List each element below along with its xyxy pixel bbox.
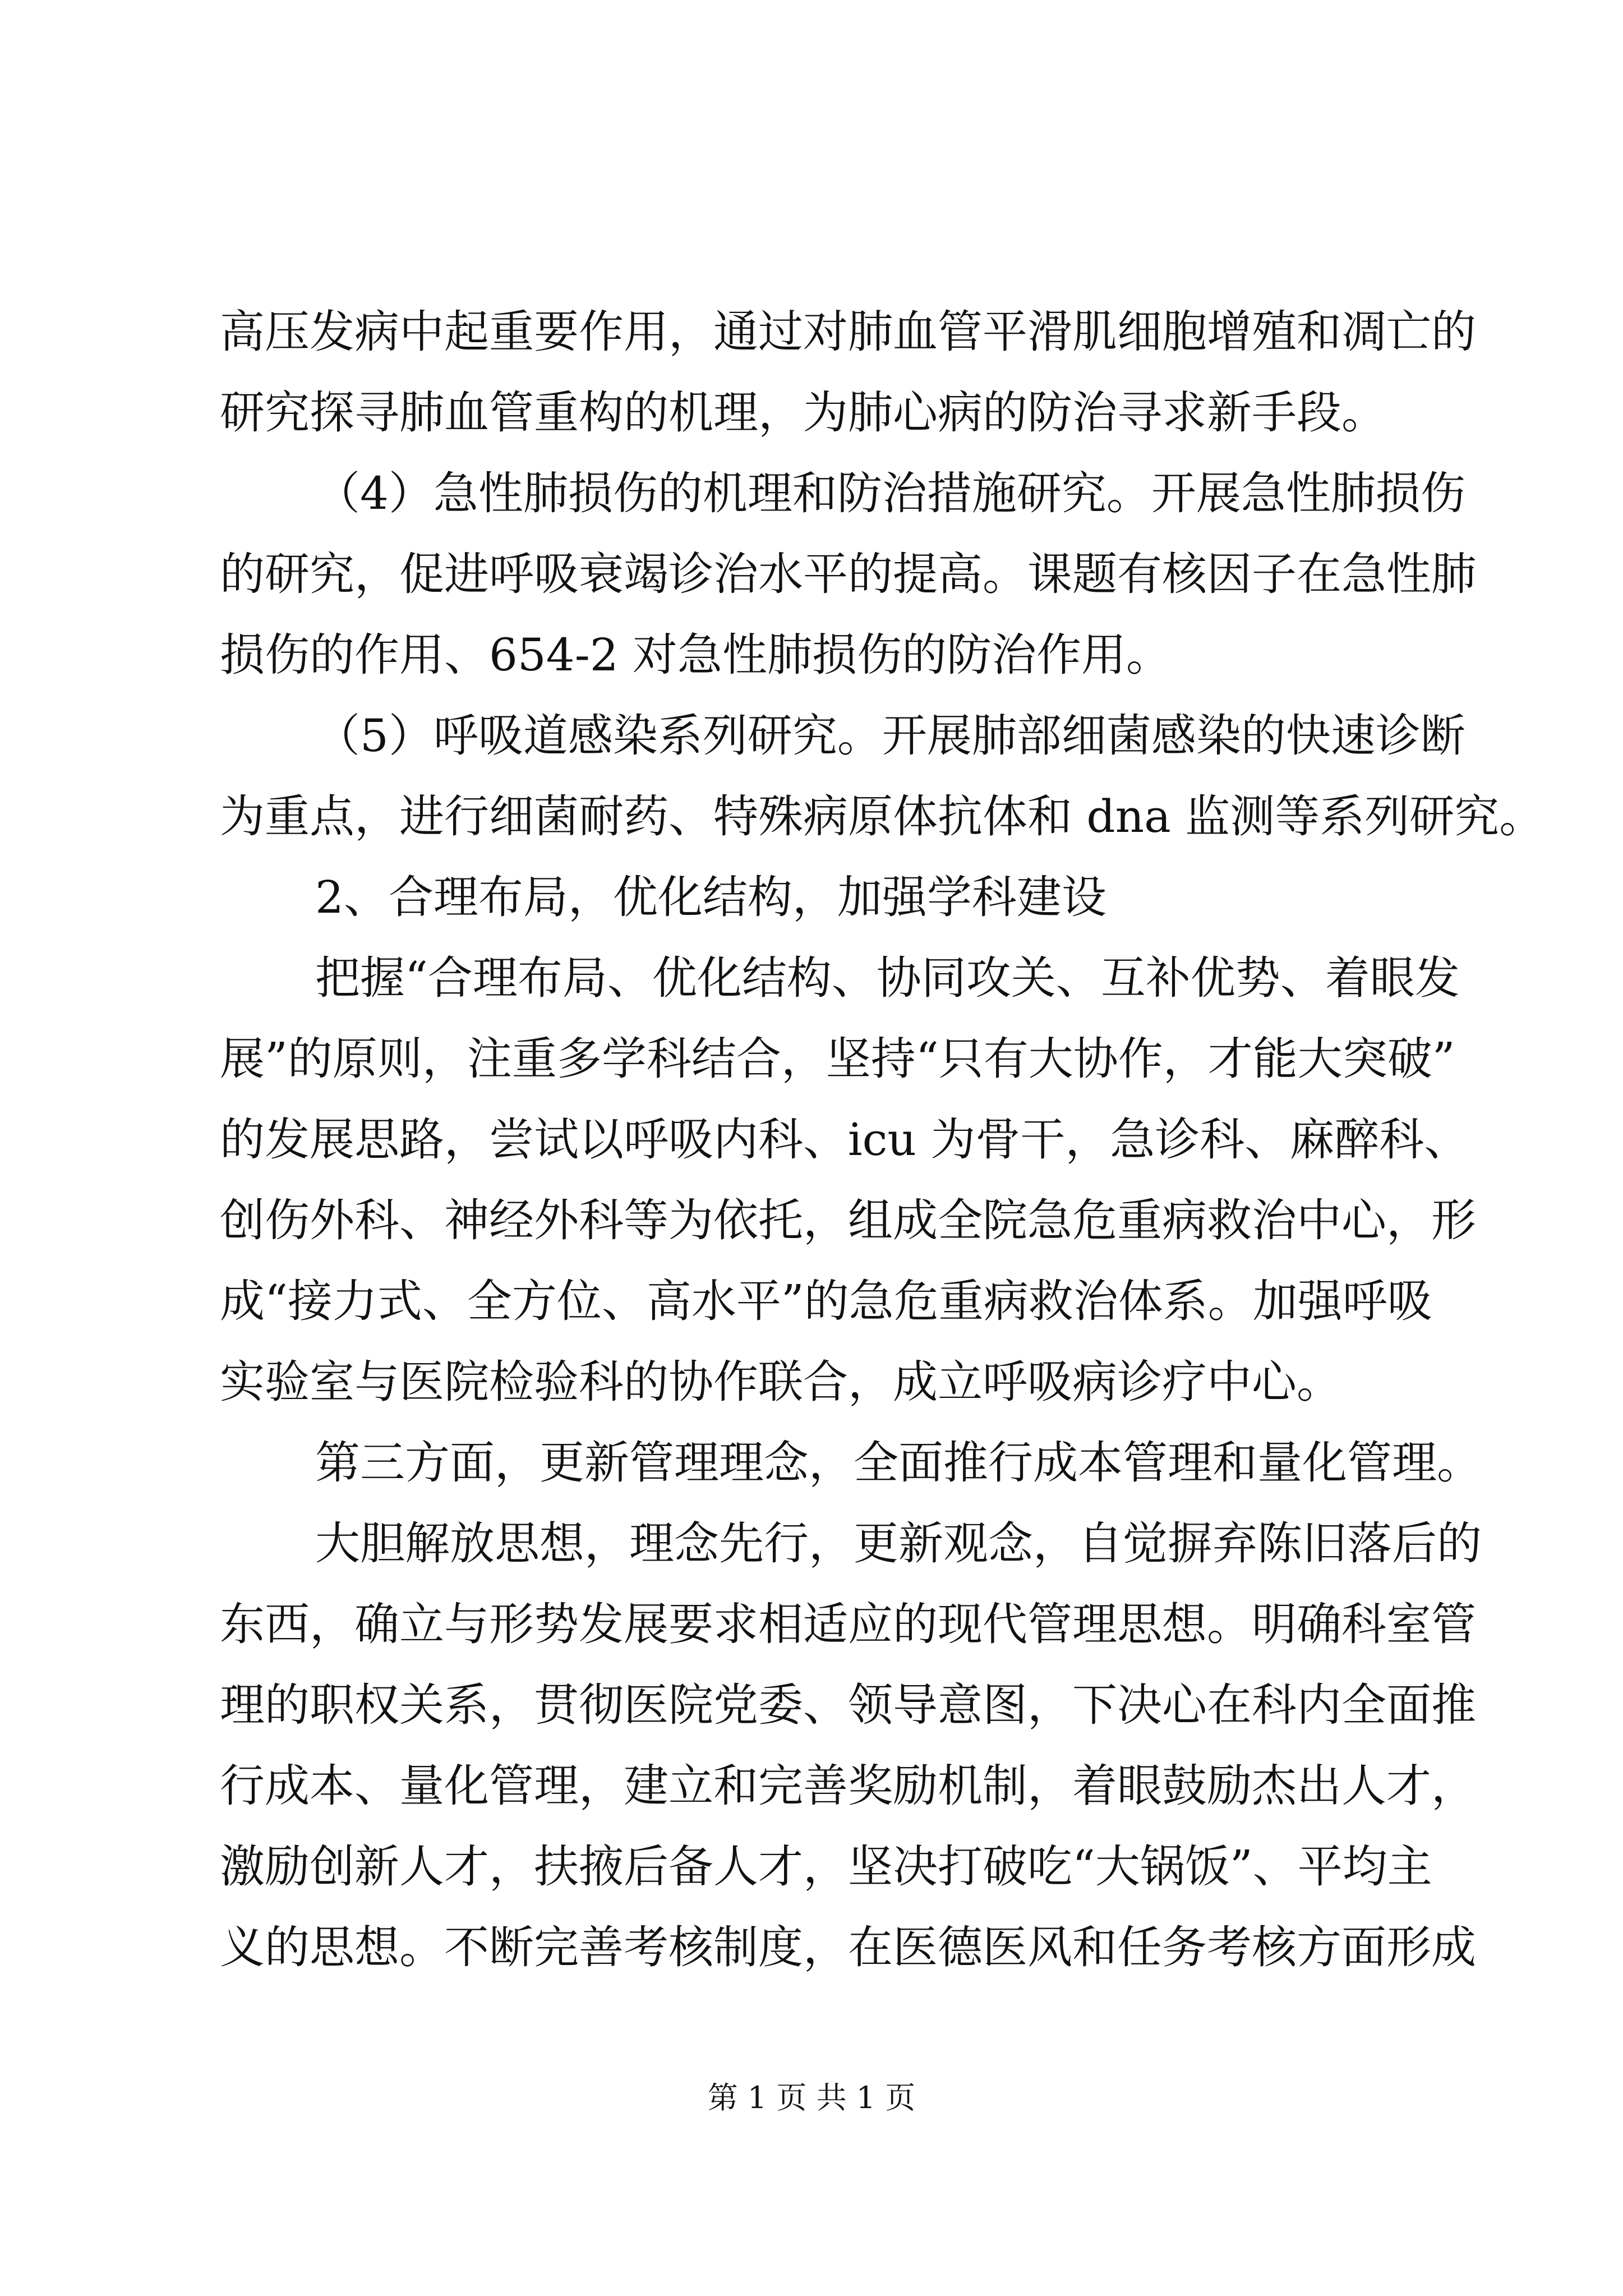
text-line: 创伤外科、神经外科等为依托，组成全院急危重病救治中心，形 bbox=[220, 1194, 1476, 1246]
text-line: 高压发病中起重要作用，通过对肺血管平滑肌细胞增殖和凋亡的 bbox=[220, 306, 1476, 358]
text-line: 的发展思路，尝试以呼吸内科、icu 为骨干，急诊科、麻醉科、 bbox=[220, 1114, 1469, 1166]
paragraph-item-5 bbox=[220, 696, 1544, 857]
text-line: 实验室与医院检验科的协作联合，成立呼吸病诊疗中心。 bbox=[220, 1356, 1341, 1408]
text-line: （4）急性肺损伤的机理和防治措施研究。开展急性肺损伤 bbox=[315, 467, 1465, 519]
text-line: （5）呼吸道感染系列研究。开展肺部细菌感染的快速诊断 bbox=[315, 710, 1465, 762]
text-line: 大胆解放思想，理念先行，更新观念，自觉摒弃陈旧落后的 bbox=[315, 1517, 1482, 1570]
section-heading-3 bbox=[220, 1423, 1482, 1503]
text-line: 义的思想。不断完善考核制度，在医德医风和任务考核方面形成 bbox=[220, 1921, 1476, 1973]
text-line: 东西，确立与形势发展要求相适应的现代管理思想。明确科室管 bbox=[220, 1598, 1476, 1650]
text-line: 激励创新人才，扶掖后备人才，坚决打破吃“大锅饭”、平均主 bbox=[220, 1841, 1432, 1893]
paragraph-management bbox=[220, 1503, 1482, 1988]
text-line: 第三方面，更新管理理念，全面推行成本管理和量化管理。 bbox=[315, 1437, 1482, 1489]
text-line: 的研究，促进呼吸衰竭诊治水平的提高。课题有核因子在急性肺 bbox=[220, 548, 1476, 600]
paragraph-continued bbox=[220, 292, 1476, 453]
paragraph-item-4 bbox=[220, 453, 1476, 696]
section-heading-2 bbox=[220, 857, 1409, 938]
page-number: 第 1 页 共 1 页 bbox=[707, 2080, 916, 2115]
text-line: 2、合理布局，优化结构，加强学科建设 bbox=[315, 871, 1106, 923]
text-line: 成“接力式、全方位、高水平”的急危重病救治体系。加强呼吸 bbox=[220, 1275, 1432, 1327]
paragraph-layout bbox=[220, 938, 1476, 1423]
text-line: 理的职权关系，贯彻医院党委、领导意图，下决心在科内全面推 bbox=[220, 1679, 1476, 1731]
text-line: 为重点，进行细菌耐药、特殊病原体抗体和 dna 监测等系列研究。 bbox=[220, 790, 1544, 843]
page-footer bbox=[0, 2076, 1623, 2120]
text-line: 研究探寻肺血管重构的机理，为肺心病的防治寻求新手段。 bbox=[220, 386, 1386, 439]
text-line: 展”的原则，注重多学科结合，坚持“只有大协作，才能大突破” bbox=[220, 1033, 1455, 1085]
text-line: 把握“合理布局、优化结构、协同攻关、互补优势、着眼发 bbox=[315, 952, 1460, 1004]
text-line: 损伤的作用、654-2 对急性肺损伤的防治作用。 bbox=[220, 629, 1172, 681]
document-body bbox=[220, 292, 1544, 1988]
text-line: 行成本、量化管理，建立和完善奖励机制，着眼鼓励杰出人才， bbox=[220, 1760, 1476, 1812]
